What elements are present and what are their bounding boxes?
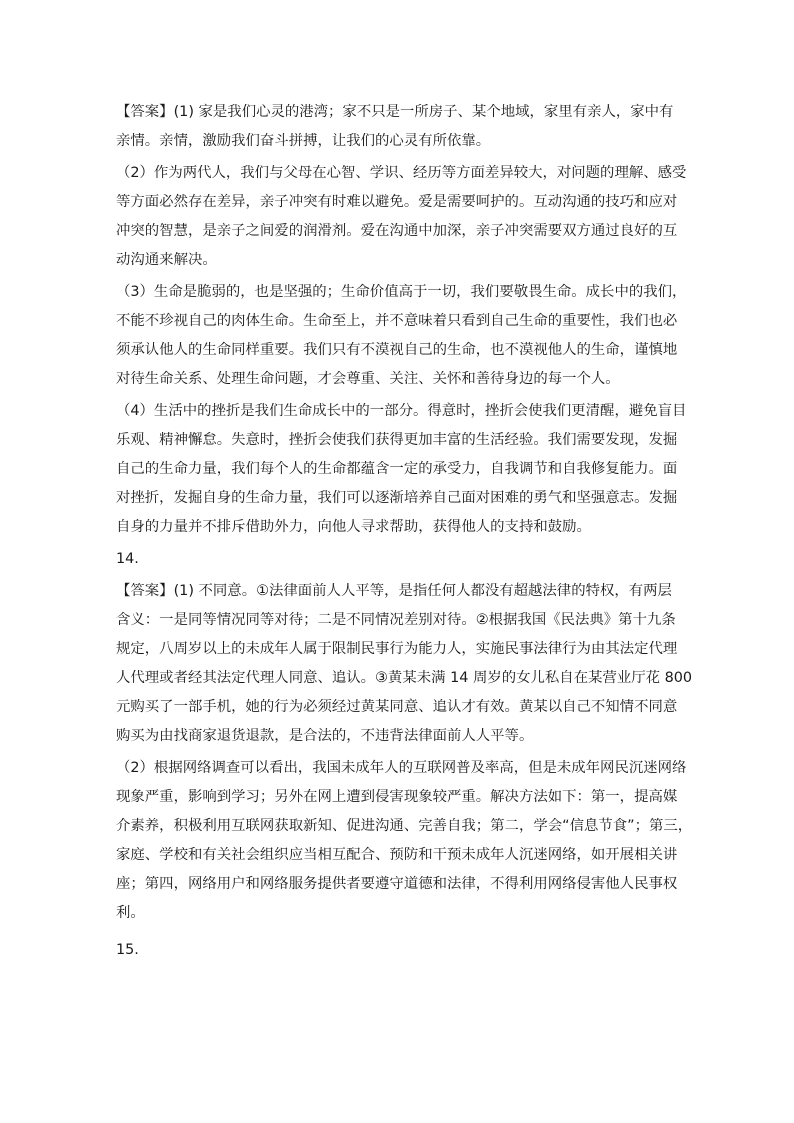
q13-answer-part3 [116, 278, 687, 394]
text-line: 【答案】(1) 家是我们心灵的港湾；家不只是一所房子、某个地域，家里有亲人，家中有 [116, 104, 674, 120]
text-line: 家庭、学校和有关社会组织应当相互配合、预防和干预未成年人沉迷网络，如开展相关讲 [116, 847, 678, 863]
text-line: 介素养，积极利用互联网获取新知、促进沟通、完善自我；第二，学会“信息节食”；第三， [116, 818, 693, 834]
text-line: 须承认他人的生命同样重要。我们只有不漠视自己的生命，也不漠视他人的生命，谨慎地 [116, 342, 678, 358]
text-line: 不能不珍视自己的肉体生命。生命至上，并不意味着只看到自己生命的重要性，我们也必 [116, 313, 678, 329]
text-line: 对挫折，发掘自身的生命力量，我们可以逐渐培养自己面对困难的勇气和坚强意志。发掘 [116, 490, 678, 506]
text-line: 人代理或者经其法定代理人同意、追认。③黄某未满 14 周岁的女儿私自在某营业厅花 800 [116, 670, 693, 686]
q13-answer-part1 [116, 98, 682, 156]
text-line: 元购买了一部手机，她的行为必须经过黄某同意、追认才有效。黄某以自己不知情不同意 [116, 699, 678, 715]
text-line: 【答案】(1) 不同意。①法律面前人人平等，是指任何人都没有超越法律的特权，有两层 [116, 583, 672, 599]
text-line: （3）生命是脆弱的，也是坚强的；生命价值高于一切，我们要敬畏生命。成长中的我们， [116, 284, 687, 300]
text-line: （4）生活中的挫折是我们生命成长中的一部分。得意时，挫折会使我们更清醒，避免盲目 [116, 403, 687, 419]
document-page [116, 98, 693, 968]
text-line: 规定，八周岁以上的未成年人属于限制民事行为能力人，实施民事法律行为由其法定代理 [116, 641, 678, 657]
q13-answer-part4 [116, 397, 687, 542]
text-line: （2）根据网络调查可以看出，我国未成年人的互联网普及率高，但是未成年网民沉迷网络 [116, 760, 687, 776]
text-line: （2）作为两代人，我们与父母在心智、学识、经历等方面差异较大，对问题的理解、感受 [116, 165, 687, 181]
q14-answer-part1 [116, 577, 693, 751]
q13-answer-part2 [116, 159, 687, 275]
text-line: 等方面必然存在差异，亲子冲突有时难以避免。爱是需要呵护的。互动沟通的技巧和应对 [116, 194, 678, 210]
text-line: 自身的力量并不排斥借助外力，向他人寻求帮助，获得他人的支持和鼓励。 [116, 519, 591, 535]
text-line: 乐观、精神懈怠。失意时，挫折会使我们获得更加丰富的生活经验。我们需要发现，发掘 [116, 432, 678, 448]
text-line: 自己的生命力量，我们每个人的生命都蕴含一定的承受力，自我调节和自我修复能力。面 [116, 461, 678, 477]
text-line: 含义：一是同等情况同等对待；二是不同情况差别对待。②根据我国《民法典》第十九条 [116, 612, 676, 628]
question-number-15: 15. [116, 942, 139, 958]
text-line: 购买为由找商家退货退款，是合法的，不违背法律面前人人平等。 [116, 728, 534, 744]
q14-answer-part2 [116, 754, 693, 928]
question-number-14: 14. [116, 551, 139, 567]
text-line: 对待生命关系、处理生命问题，才会尊重、关注、关怀和善待身边的每一个人。 [116, 371, 620, 387]
text-line: 现象严重，影响到学习；另外在网上遭到侵害现象较严重。解决方法如下：第一，提高媒 [116, 789, 678, 805]
text-line: 亲情。亲情，激励我们奋斗拼搏，让我们的心灵有所依靠。 [116, 133, 491, 149]
text-line: 冲突的智慧，是亲子之间爱的润滑剂。爱在沟通中加深，亲子冲突需要双方通过良好的互 [116, 223, 678, 239]
text-line: 利。 [116, 905, 145, 921]
text-line: 座；第四，网络用户和网络服务提供者要遵守道德和法律，不得利用网络侵害他人民事权 [116, 876, 678, 892]
text-line: 动沟通来解决。 [116, 252, 217, 268]
